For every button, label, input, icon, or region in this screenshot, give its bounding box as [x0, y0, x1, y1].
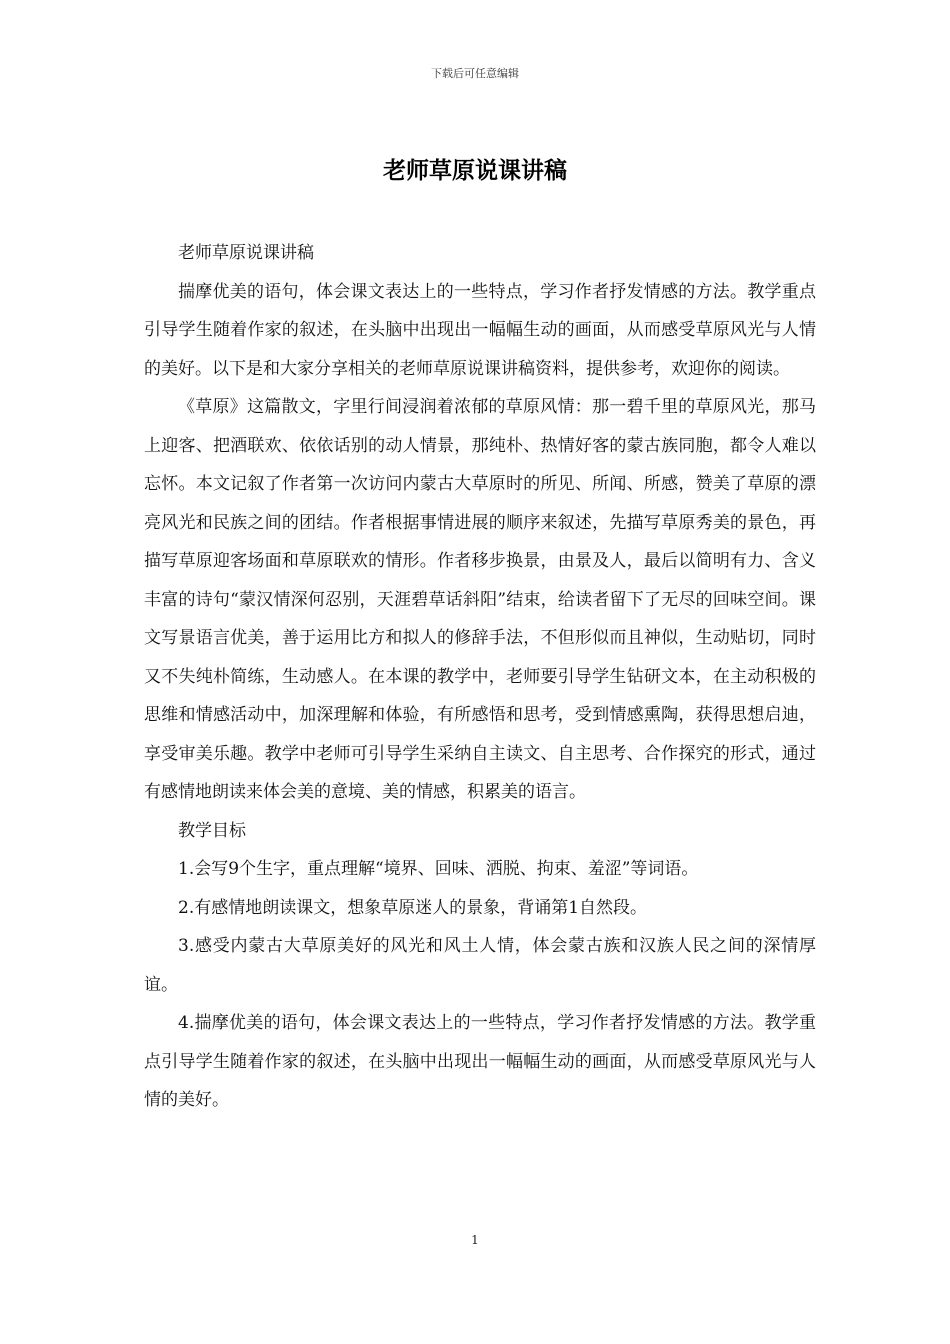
page-number: 1 [471, 1233, 479, 1247]
document-title: 老师草原说课讲稿 [383, 157, 567, 184]
paragraph-text-analysis: 《草原》这篇散文，字里行间浸润着浓郁的草原风情：那一碧千里的草原风光，那马上迎客、把酒联欢、依依话别的动人情景，那纯朴、热情好客的蒙古族同胞，都令人难以忘怀。本文记叙了作者第一次访问内蒙古大草原时的所见、所闻、所感，赞美了草原的漂亮风光和民族之间的团结。作者根据事情进展的顺序来叙述，先描写草原秀美的景色，再描写草原迎客场面和草原联欢的情形。作者移步换景，由景及人，最后以简明有力、含义丰富的诗句“蒙汉情深何忍别，天涯碧草话斜阳”结束，给读者留下了无尽的回味空间。课文写景语言优美，善于运用比方和拟人的修辞手法，不但形似而且神似，生动贴切，同时又不失纯朴简练，生动感人。在本课的教学中，老师要引导学生钻研文本，在主动积极的思维和情感活动中，加深理解和体验，有所感悟和思考，受到情感熏陶，获得思想启迪，享受审美乐趣。教学中老师可引导学生采纳自主读文、自主思考、合作探究的形式，通过有感情地朗读来体会美的意境、美的情感，积累美的语言。 [144, 397, 816, 802]
section-heading-objectives: 教学目标 [178, 820, 246, 841]
objective-item-3: 3.感受内蒙古大草原美好的风光和风土人情，体会蒙古族和汉族人民之间的深情厚谊。 [144, 936, 816, 995]
paragraph-subtitle: 老师草原说课讲稿 [178, 243, 314, 263]
paragraph-intro: 揣摩优美的语句，体会课文表达上的一些特点，学习作者抒发情感的方法。教学重点引导学生随着作家的叙述，在头脑中出现出一幅幅生动的画面，从而感受草原风光与人情的美好。以下是和大家分享相关的老师草原说课讲稿资料，提供参考，欢迎你的阅读。 [144, 281, 816, 379]
document-body [144, 234, 816, 1120]
objective-item-4: 4.揣摩优美的语句，体会课文表达上的一些特点，学习作者抒发情感的方法。教学重点引导学生随着作家的叙述，在头脑中出现出一幅幅生动的画面，从而感受草原风光与人情的美好。 [144, 1013, 816, 1110]
page-header: 下载后可任意编辑 [431, 67, 519, 80]
objective-item-2: 2.有感情地朗读课文，想象草原迷人的景象，背诵第1自然段。 [178, 897, 648, 918]
objective-item-1: 1.会写9个生字，重点理解“境界、回味、洒脱、拘束、羞涩”等词语。 [178, 859, 699, 879]
